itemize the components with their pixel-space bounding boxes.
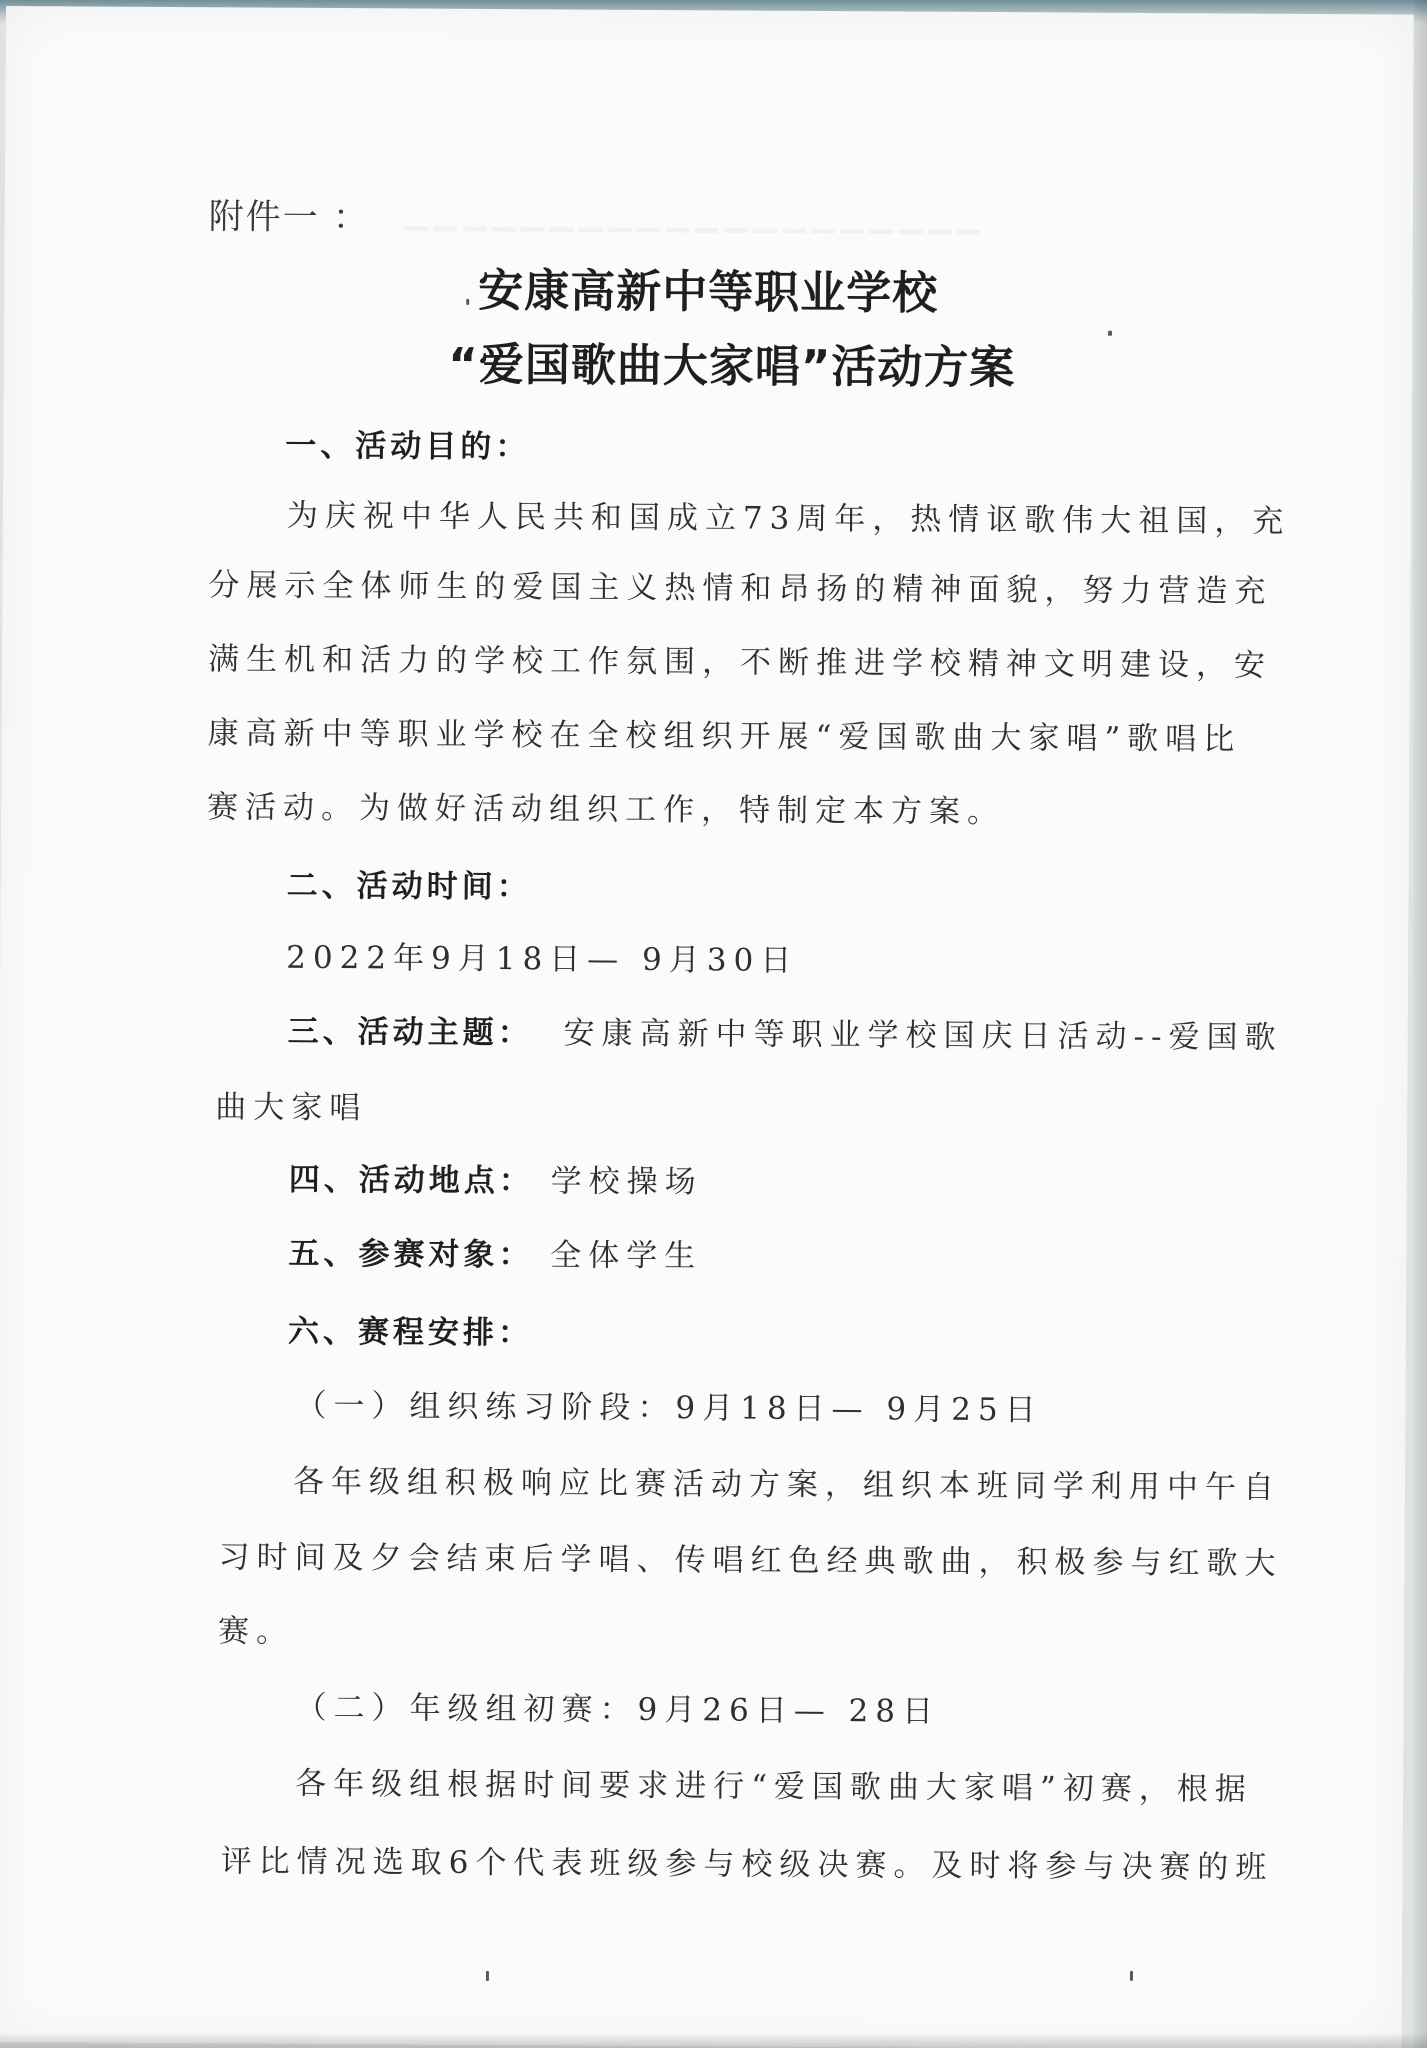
section-6-sub-1-line-1: 各年级组积极响应比赛活动方案，组织本班同学利用中午自 bbox=[292, 1463, 1282, 1506]
section-1-line-5: 赛活动。为做好活动组织工作，特制定本方案。 bbox=[206, 789, 1006, 831]
section-4-row bbox=[289, 1160, 1305, 1206]
scan-edge-shadow-right bbox=[1413, 0, 1427, 2048]
section-4-text: 学校操场 bbox=[550, 1163, 703, 1201]
section-6-sub-2-heading: （二）年级组初赛：9月26日— 28日 bbox=[295, 1689, 941, 1730]
scan-speck bbox=[1108, 331, 1112, 336]
section-1-heading: 一、活动目的： bbox=[285, 427, 531, 466]
section-6-sub-1-heading: （一）组织练习阶段：9月18日— 9月25日 bbox=[295, 1387, 1043, 1429]
scan-speck bbox=[466, 299, 469, 305]
section-4-heading: 四、活动地点： bbox=[288, 1161, 534, 1200]
section-3-heading: 三、活动主题： bbox=[287, 1013, 533, 1052]
section-6-sub-2-line-1: 各年级组根据时间要求进行“爱国歌曲大家唱”初赛，根据 bbox=[295, 1765, 1253, 1808]
title-line-2: “爱国歌曲大家唱”活动方案 bbox=[448, 337, 1016, 395]
section-5-heading: 五、参赛对象： bbox=[288, 1235, 534, 1274]
section-1-line-3: 满生机和活力的学校工作氛围，不断推进学校精神文明建设，安 bbox=[207, 641, 1273, 684]
section-1-line-2: 分展示全体师生的爱国主义热情和昂扬的精神面貌，努力营造充 bbox=[208, 567, 1273, 610]
section-6-heading: 六、赛程安排： bbox=[287, 1313, 534, 1352]
attachment-label: 附件一 ： bbox=[208, 197, 370, 239]
section-2-heading: 二、活动时间： bbox=[286, 867, 532, 906]
scan-edge-shadow-bottom bbox=[0, 2034, 1427, 2048]
section-6-sub-1-line-3: 赛。 bbox=[217, 1613, 295, 1650]
section-5-text: 全体学生 bbox=[550, 1237, 703, 1275]
section-3-text: 安康高新中等职业学校国庆日活动--爱国歌 bbox=[563, 1015, 1283, 1056]
scan-speck bbox=[486, 1971, 489, 1981]
section-2-text: 2022年9月18日— 9月30日 bbox=[286, 939, 799, 979]
title-line-1: 安康高新中等职业学校 bbox=[478, 263, 939, 320]
paper-sheet bbox=[0, 6, 1414, 2048]
section-6-sub-1-line-2: 习时间及夕会结束后学唱、传唱红色经典歌曲，积极参与红歌大 bbox=[218, 1539, 1283, 1582]
document-content bbox=[0, 6, 1414, 2048]
section-3-text-continued: 曲大家唱 bbox=[215, 1089, 368, 1127]
scan-speck bbox=[1130, 1971, 1133, 1981]
section-5-row bbox=[288, 1234, 1304, 1280]
section-1-line-1: 为庆祝中华人民共和国成立73周年，热情讴歌伟大祖国，充 bbox=[286, 497, 1291, 540]
section-1-line-4: 康高新中等职业学校在全校组织开展“爱国歌曲大家唱”歌唱比 bbox=[207, 715, 1242, 758]
bleed-through-text: ▁▁▁▁▁▁▁▁▁▁▁▁▁▁▁▁▁▁▁▁ bbox=[404, 196, 987, 235]
section-6-sub-2-line-2: 评比情况选取6个代表班级参与校级决赛。及时将参与决赛的班 bbox=[220, 1843, 1274, 1886]
section-3-row bbox=[288, 1012, 1304, 1058]
